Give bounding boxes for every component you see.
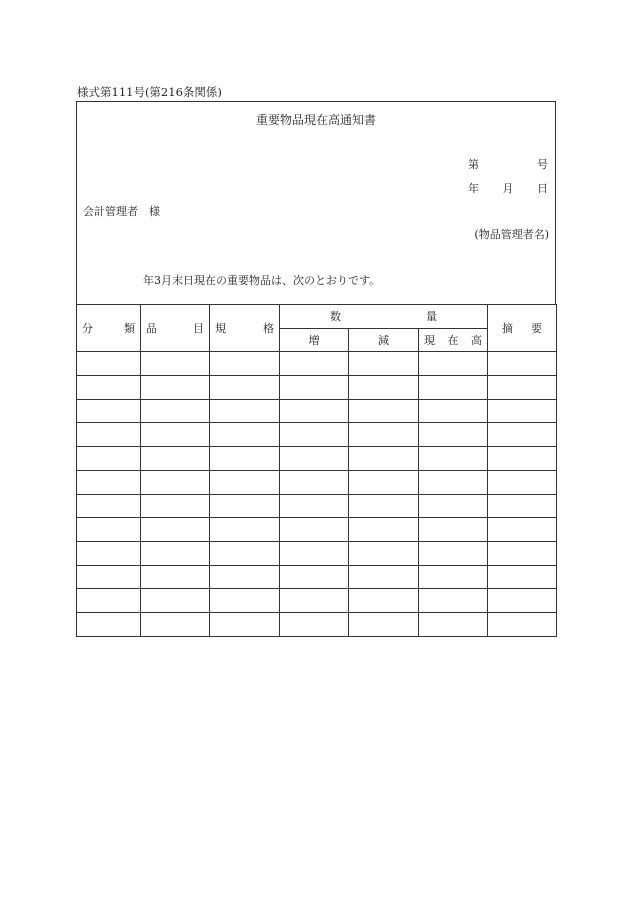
- cell-remarks: [488, 589, 557, 613]
- cell-decrease: [349, 612, 419, 636]
- cell-current: [419, 518, 488, 542]
- cell-category: [77, 423, 141, 447]
- cell-current: [419, 589, 488, 613]
- table-row: [77, 612, 557, 636]
- table-row: [77, 541, 557, 565]
- header-increase: 増: [280, 328, 349, 352]
- date-month: 月: [502, 182, 514, 195]
- cell-category: [77, 352, 141, 376]
- table-row: [77, 447, 557, 471]
- cell-category: [77, 541, 141, 565]
- cell-decrease: [349, 518, 419, 542]
- cell-current: [419, 352, 488, 376]
- cell-item: [141, 423, 210, 447]
- cell-increase: [280, 565, 349, 589]
- cell-item: [141, 447, 210, 471]
- cell-spec: [210, 447, 280, 471]
- date-year: 年: [468, 182, 479, 195]
- cell-category: [77, 399, 141, 423]
- cell-increase: [280, 399, 349, 423]
- table-row: [77, 494, 557, 518]
- cell-decrease: [349, 447, 419, 471]
- cell-increase: [280, 352, 349, 376]
- header-item: 品 目: [141, 305, 210, 352]
- cell-remarks: [488, 352, 557, 376]
- cell-remarks: [488, 376, 557, 400]
- cell-current: [419, 565, 488, 589]
- cell-category: [77, 589, 141, 613]
- cell-increase: [280, 494, 349, 518]
- cell-increase: [280, 589, 349, 613]
- number-prefix: 第: [468, 158, 479, 171]
- document-number-line: [468, 156, 548, 172]
- cell-item: [141, 494, 210, 518]
- cell-spec: [210, 589, 280, 613]
- cell-item: [141, 589, 210, 613]
- items-table: [76, 304, 557, 637]
- header-remarks: 摘 要: [488, 305, 557, 352]
- cell-item: [141, 376, 210, 400]
- cell-spec: [210, 423, 280, 447]
- cell-current: [419, 541, 488, 565]
- table-row: [77, 518, 557, 542]
- cell-increase: [280, 447, 349, 471]
- document-date-line: [468, 180, 548, 196]
- cell-spec: [210, 399, 280, 423]
- table-row: [77, 376, 557, 400]
- cell-remarks: [488, 423, 557, 447]
- cell-remarks: [488, 518, 557, 542]
- cell-remarks: [488, 612, 557, 636]
- cell-item: [141, 541, 210, 565]
- cell-increase: [280, 518, 349, 542]
- cell-remarks: [488, 565, 557, 589]
- cell-remarks: [488, 399, 557, 423]
- cell-item: [141, 399, 210, 423]
- cell-decrease: [349, 423, 419, 447]
- cell-category: [77, 376, 141, 400]
- number-suffix: 号: [537, 158, 548, 171]
- cell-remarks: [488, 541, 557, 565]
- cell-item: [141, 470, 210, 494]
- cell-increase: [280, 423, 349, 447]
- cell-current: [419, 494, 488, 518]
- date-day: 日: [537, 182, 548, 195]
- cell-category: [77, 518, 141, 542]
- cell-decrease: [349, 565, 419, 589]
- cell-item: [141, 352, 210, 376]
- header-quantity: 数 量: [280, 305, 488, 329]
- cell-decrease: [349, 541, 419, 565]
- cell-decrease: [349, 376, 419, 400]
- notice-header-frame: [76, 101, 556, 304]
- table-row: [77, 470, 557, 494]
- table-row: [77, 352, 557, 376]
- cell-spec: [210, 376, 280, 400]
- header-current: 現 在 高: [419, 328, 488, 352]
- notice-statement: 年3月末日現在の重要物品は、次のとおりです。: [143, 274, 381, 287]
- sender-name: (物品管理者名): [474, 228, 549, 241]
- cell-decrease: [349, 470, 419, 494]
- cell-increase: [280, 612, 349, 636]
- cell-remarks: [488, 494, 557, 518]
- cell-category: [77, 565, 141, 589]
- cell-spec: [210, 470, 280, 494]
- cell-current: [419, 612, 488, 636]
- cell-spec: [210, 518, 280, 542]
- header-category: 分 類: [77, 305, 141, 352]
- cell-item: [141, 612, 210, 636]
- cell-item: [141, 518, 210, 542]
- cell-increase: [280, 470, 349, 494]
- table-row: [77, 565, 557, 589]
- cell-current: [419, 470, 488, 494]
- cell-spec: [210, 541, 280, 565]
- cell-spec: [210, 612, 280, 636]
- cell-category: [77, 447, 141, 471]
- cell-current: [419, 399, 488, 423]
- cell-remarks: [488, 447, 557, 471]
- cell-category: [77, 470, 141, 494]
- cell-increase: [280, 376, 349, 400]
- table-row: [77, 423, 557, 447]
- document-title: 重要物品現在高通知書: [255, 113, 376, 127]
- cell-category: [77, 612, 141, 636]
- cell-decrease: [349, 589, 419, 613]
- cell-increase: [280, 541, 349, 565]
- cell-current: [419, 447, 488, 471]
- cell-spec: [210, 352, 280, 376]
- cell-decrease: [349, 352, 419, 376]
- cell-category: [77, 494, 141, 518]
- cell-spec: [210, 494, 280, 518]
- cell-decrease: [349, 494, 419, 518]
- header-spec: 規 格: [210, 305, 280, 352]
- header-decrease: 減: [349, 328, 419, 352]
- cell-current: [419, 376, 488, 400]
- cell-remarks: [488, 470, 557, 494]
- addressee: 会計管理者 様: [83, 205, 160, 218]
- form-number-label: 様式第111号(第216条関係): [77, 85, 222, 99]
- cell-current: [419, 423, 488, 447]
- table-row: [77, 589, 557, 613]
- cell-decrease: [349, 399, 419, 423]
- table-row: [77, 399, 557, 423]
- cell-spec: [210, 565, 280, 589]
- cell-item: [141, 565, 210, 589]
